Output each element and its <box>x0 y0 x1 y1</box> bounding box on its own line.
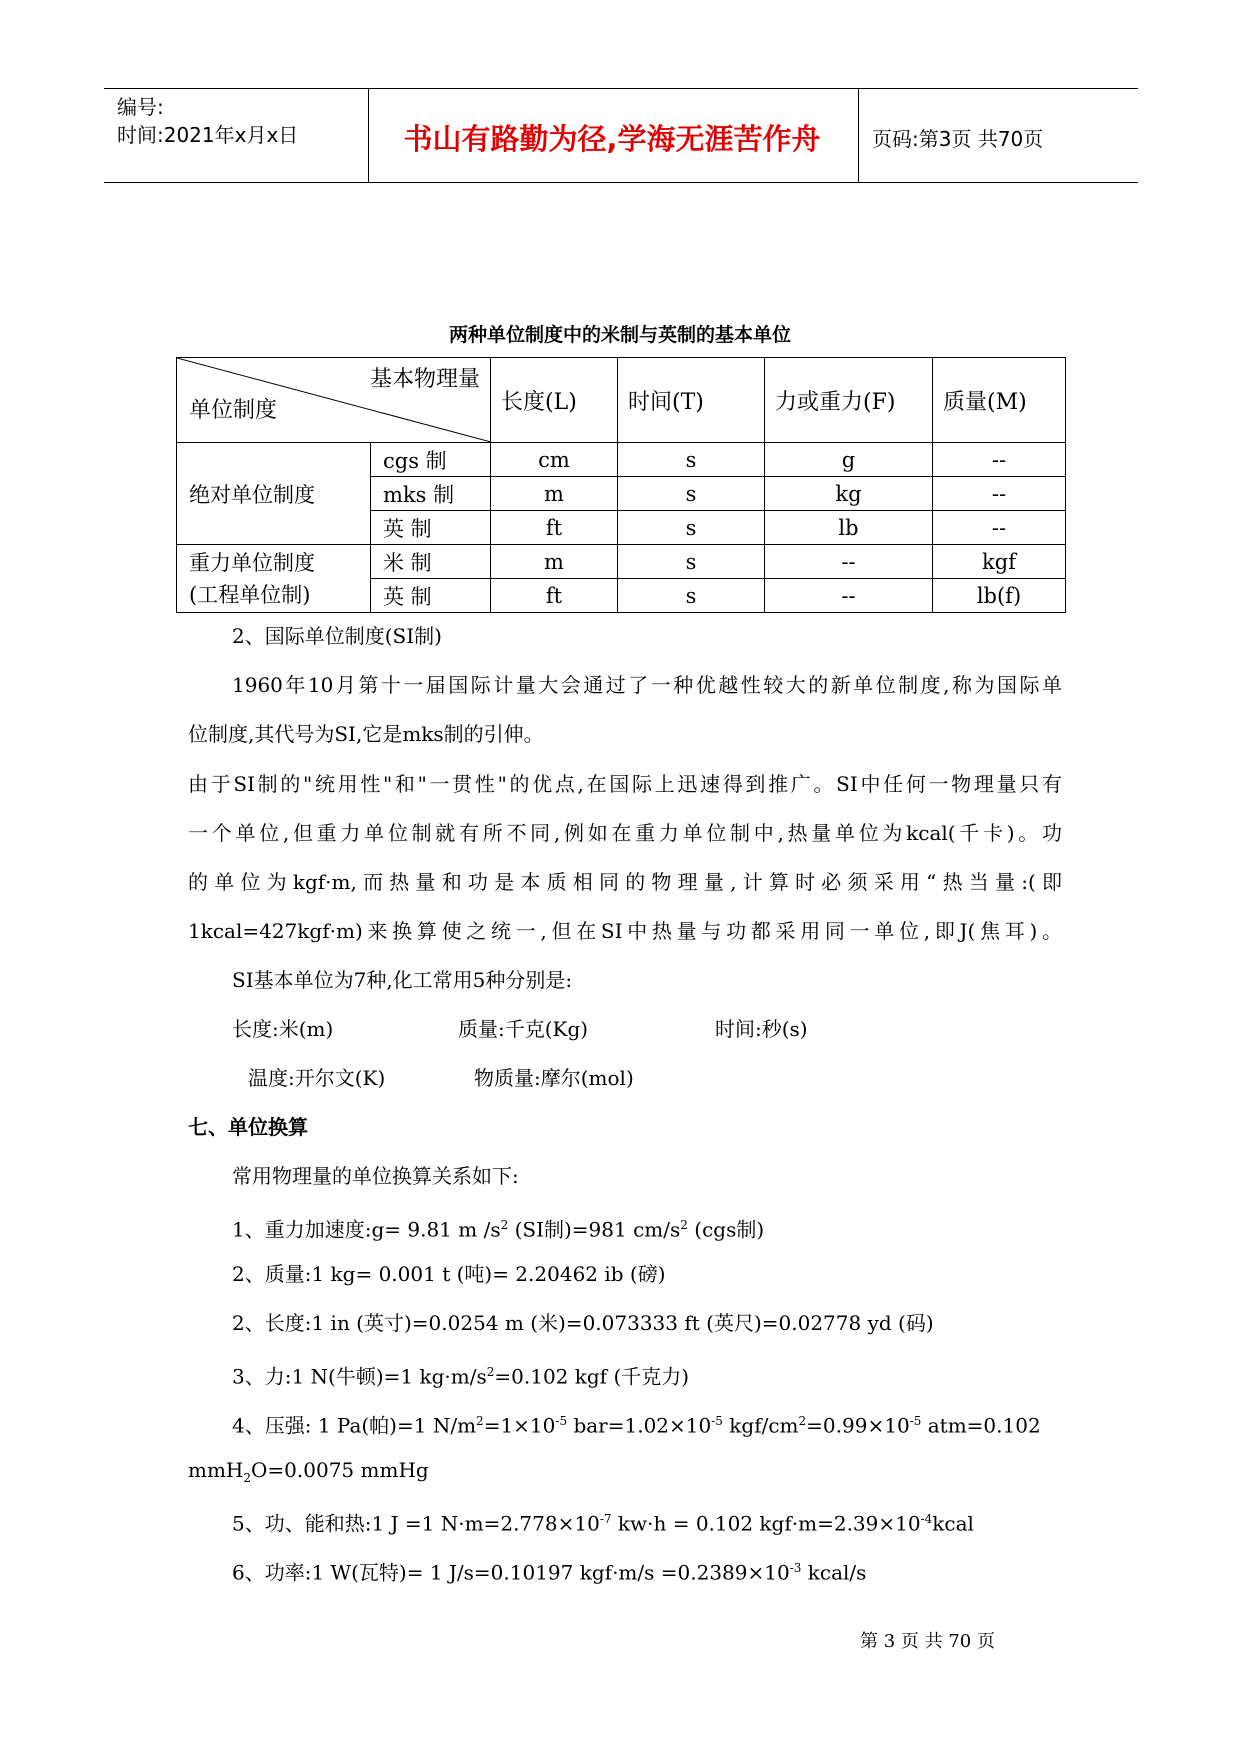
conversion-pressure: 4、压强: 1 Pa(帕)=1 $N/m^2=1\times 10^{-5}$ $bar=1.02\times 10^{-5}$ kgf/$cm^2=0.99\times 10^{-5}$ atm=0.102 <box>232 1413 1041 1438</box>
cell: -- <box>765 545 933 579</box>
column-header: 力或重力(F) <box>765 358 933 443</box>
paragraph-line: 的单位为kgf·m,而热量和功是本质相同的物理量,计算时必须采用“热当量:(即 <box>188 870 1062 894</box>
group-label: 绝对单位制度 <box>177 443 371 545</box>
base-mass: 质量:千克(Kg) <box>458 1017 589 1041</box>
cell: lb <box>765 511 933 545</box>
paragraph-line: 由于SI制的"统用性"和"一贯性"的优点,在国际上迅速得到推广。SI中任何一物理量只有 <box>188 772 1062 796</box>
column-header: 质量(M) <box>933 358 1066 443</box>
cell: -- <box>933 477 1066 511</box>
column-header: 时间(T) <box>618 358 765 443</box>
table-row <box>177 443 1066 477</box>
conversion-length: 2、长度:1 in (英寸)=0.0254 m (米)=0.073333 ft (英尺)=0.02778 yd (码) <box>232 1311 934 1335</box>
header-divider <box>858 88 859 182</box>
table-row <box>177 545 1066 579</box>
sub-system: mks 制 <box>371 477 491 511</box>
sub-system: 米 制 <box>371 545 491 579</box>
units-table <box>176 357 1066 613</box>
si-base-intro: SI基本单位为7种,化工常用5种分别是: <box>232 968 573 992</box>
cell: lb(f) <box>933 579 1066 613</box>
base-temperature: 温度:开尔文(K) <box>248 1066 386 1090</box>
group-label-line: 重力单位制度 <box>189 550 315 575</box>
conversion-energy: 5、功、能和热:1 J =1 $N\cdot m=2.778\times 10^{-7}$ kw·h = 0.102 $kgf\cdot m=2.39\times 10^{-4}kcal$ <box>232 1511 974 1536</box>
cell: -- <box>765 579 933 613</box>
header-page-label: 页码:第3页 共70页 <box>872 127 1044 151</box>
column-header: 长度(L) <box>491 358 618 443</box>
cell: s <box>618 545 765 579</box>
cell: -- <box>933 511 1066 545</box>
corner-cell <box>177 358 491 443</box>
group-label-line: (工程单位制) <box>189 582 311 607</box>
cell: -- <box>933 443 1066 477</box>
table-header-row <box>177 358 1066 443</box>
sub-system: 英 制 <box>371 511 491 545</box>
time-label: 时间:2021年x月x日 <box>117 123 299 147</box>
conversion-intro: 常用物理量的单位换算关系如下: <box>232 1164 519 1188</box>
paragraph-line: 一个单位,但重力单位制就有所不同,例如在重力单位制中,热量单位为kcal(千卡)。功 <box>188 821 1062 845</box>
corner-bottom-label: 单位制度 <box>189 398 278 423</box>
header-bottom-rule <box>104 182 1138 183</box>
paragraph-line: 1960年10月第十一届国际计量大会通过了一种优越性较大的新单位制度,称为国际单 <box>232 673 1062 697</box>
conversion-power: 6、功率:1 W(瓦特)= 1 J/s=0.10197 $kgf\cdot m/s =0.2389\times 10^{-3}$ kcal/s <box>232 1560 867 1585</box>
cell: s <box>618 443 765 477</box>
cell: s <box>618 579 765 613</box>
table-title: 两种单位制度中的米制与英制的基本单位 <box>448 324 791 346</box>
footer-page-number: 第 3 页 共 70 页 <box>860 1631 995 1652</box>
conversion-gravity: 1、重力加速度:g= 9.81 m $/s^2$ (SI制)=981 $cm/s^2$ (cgs制) <box>232 1217 765 1242</box>
sub-system: cgs 制 <box>371 443 491 477</box>
cell: cm <box>491 443 618 477</box>
paragraph-line: 位制度,其代号为SI,它是mks制的引伸。 <box>188 722 544 746</box>
cell: ft <box>491 511 618 545</box>
base-time: 时间:秒(s) <box>715 1017 808 1041</box>
cell: s <box>618 511 765 545</box>
cell: g <box>765 443 933 477</box>
group-label <box>177 545 371 613</box>
cell: kgf <box>933 545 1066 579</box>
base-amount: 物质量:摩尔(mol) <box>474 1066 634 1090</box>
cell: ft <box>491 579 618 613</box>
base-length: 长度:米(m) <box>232 1017 334 1041</box>
corner-top-label: 基本物理量 <box>369 367 480 392</box>
header-left <box>117 93 298 149</box>
section-heading: 七、单位换算 <box>188 1115 308 1139</box>
sub-system: 英 制 <box>371 579 491 613</box>
number-label: 编号: <box>117 95 164 119</box>
conversion-pressure-cont: mmH$_2$O=0.0075 mmHg <box>188 1458 429 1485</box>
header-motto: 书山有路勤为径,学海无涯苦作舟 <box>403 122 821 156</box>
conversion-force: 3、力:1 N(牛顿)=1 $kg\cdot m/s^2=0.102$ kgf (千克力) <box>232 1364 690 1389</box>
cell: m <box>491 545 618 579</box>
paragraph-line: 1kcal=427kgf·m)来换算使之统一,但在SI中热量与功都采用同一单位,即J(焦耳)。 <box>188 919 1062 943</box>
conversion-mass: 2、质量:1 kg= 0.001 t (吨)= 2.20462 ib (磅) <box>232 1262 666 1286</box>
cell: s <box>618 477 765 511</box>
si-heading: 2、国际单位制度(SI制) <box>232 624 442 648</box>
cell: m <box>491 477 618 511</box>
cell: kg <box>765 477 933 511</box>
header-top-rule <box>104 88 1138 89</box>
